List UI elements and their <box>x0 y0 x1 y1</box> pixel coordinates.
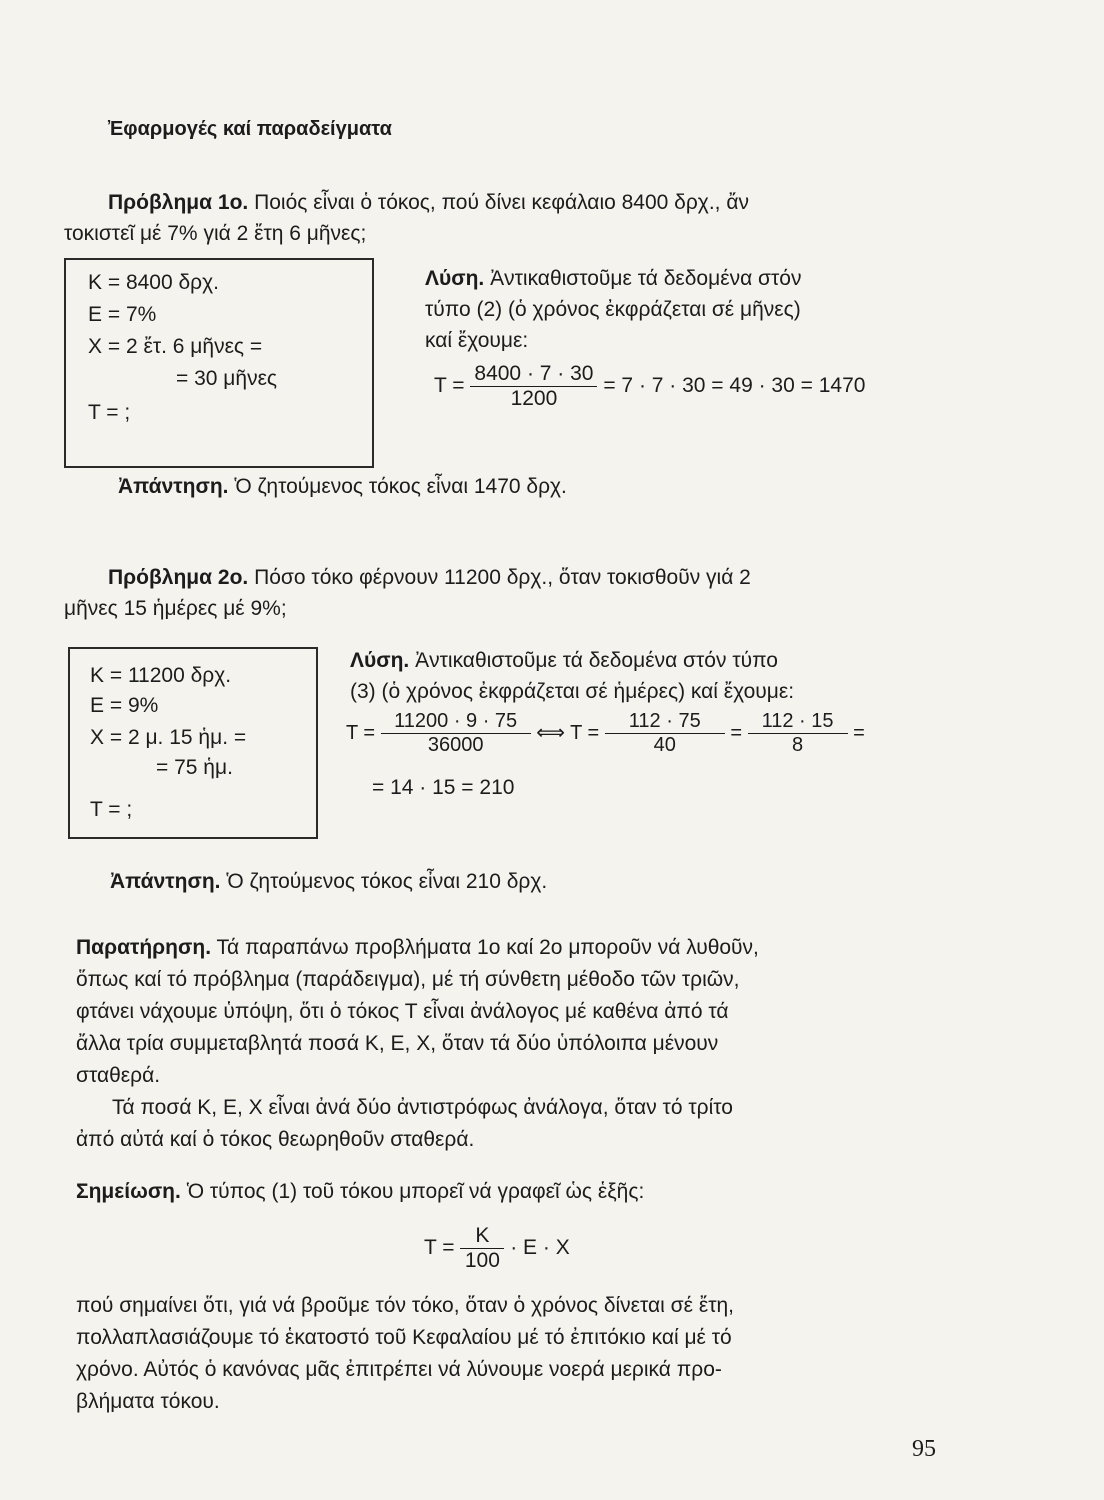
fraction-2-numerator: 112 · 75 <box>605 710 725 734</box>
problem1-text-line1: Ποιός εἶναι ὁ τόκος, πού δίνει κεφάλαιο 8400 δρχ., ἄν <box>248 191 749 214</box>
problem1-solution-line3: καί ἔχουμε: <box>425 329 529 352</box>
formula-mid: Τ = <box>570 721 600 744</box>
page-number: 95 <box>912 1436 936 1462</box>
problem2-answer-text: Ὁ ζητούμενος τόκος εἶναι 210 δρχ. <box>220 870 548 893</box>
formula-lhs: Τ = <box>346 721 376 744</box>
remark-line2: ὅπως καί τό πρόβλημα (παράδειγμα), μέ τή σύνθετη μέθοδο τῶν τριῶν, <box>76 968 740 991</box>
note-formula-fraction <box>460 1224 504 1273</box>
formula-denominator: 1200 <box>510 387 558 410</box>
fraction-3-numerator: 112 · 15 <box>748 710 848 734</box>
problem2-solution-line2: (3) (ὁ χρόνος ἐκφράζεται σέ ἡμέρες) καί ἔχουμε: <box>350 680 795 703</box>
problem1-solution-line2: τύπο (2) (ὁ χρόνος ἐκφράζεται σέ μῆνες) <box>425 298 801 321</box>
remark-line1: Τά παραπάνω προβλήματα 1ο καί 2ο μποροῦν νά λυθοῦν, <box>211 936 759 959</box>
formula-fraction-3 <box>748 710 848 757</box>
given-t: Τ = ; <box>90 798 133 821</box>
given-e: Ε = 7% <box>88 303 157 326</box>
fraction-2-denominator: 40 <box>653 734 676 756</box>
note-line2: πού σημαίνει ὅτι, γιά νά βροῦμε τόν τόκο, ὅταν ὁ χρόνος δίνεται σέ ἔτη, <box>76 1294 735 1317</box>
formula-lhs: Τ = <box>434 374 465 398</box>
note-formula-denominator: 100 <box>464 1249 500 1272</box>
remark-line7: ἀπό αὐτά καί ὁ τόκος θεωρηθοῦν σταθερά. <box>76 1128 475 1151</box>
formula-fraction-1 <box>381 710 531 757</box>
problem2-answer-label: Ἀπάντηση. <box>110 870 221 893</box>
given-x-months: = 30 μῆνες <box>176 367 278 390</box>
problem2-text-line1: Πόσο τόκο φέρνουν 11200 δρχ., ὅταν τοκισθοῦν γιά 2 <box>248 566 751 589</box>
note-body <box>76 1290 956 1418</box>
given-e: Ε = 9% <box>90 694 159 717</box>
remark-label: Παρατήρηση. <box>76 936 212 959</box>
problem1-solution-line1: Ἀντικαθιστοῦμε τά δεδομένα στόν <box>484 267 802 290</box>
note-formula-numerator: Κ <box>460 1224 504 1249</box>
problem2-text-line2: μῆνες 15 ἡμέρες μέ 9%; <box>64 597 287 620</box>
problem1-solution <box>425 263 945 356</box>
equals-sign: = <box>730 721 742 744</box>
given-k: Κ = 11200 δρχ. <box>90 664 232 687</box>
formula-numerator: 8400 · 7 · 30 <box>470 362 597 387</box>
problem2-formula <box>346 710 865 757</box>
given-k: Κ = 8400 δρχ. <box>88 271 219 294</box>
problem2-label: Πρόβλημα 2ο. <box>108 566 249 589</box>
problem1-answer-text: Ὁ ζητούμενος τόκος εἶναι 1470 δρχ. <box>228 475 567 498</box>
fraction-3-denominator: 8 <box>792 734 804 756</box>
problem1-formula <box>434 362 865 411</box>
formula-fraction-2 <box>605 710 725 757</box>
problem1-label: Πρόβλημα 1ο. <box>108 191 249 214</box>
remark <box>76 932 956 1156</box>
remark-line3: φτάνει νάχουμε ὑπόψη, ὅτι ὁ τόκος Τ εἶναι ἀνάλογος μέ καθένα ἀπό τά <box>76 1000 729 1023</box>
note-line5: βλήματα τόκου. <box>76 1390 220 1413</box>
given-x: Χ = 2 ἔτ. 6 μῆνες = <box>88 335 263 358</box>
remark-line6: Τά ποσά Κ, Ε, Χ εἶναι ἀνά δύο ἀντιστρόφως ἀνάλογα, ὅταν τό τρίτο <box>112 1096 733 1119</box>
equals-sign: = <box>853 721 865 744</box>
fraction-1-denominator: 36000 <box>427 734 484 756</box>
formula-rhs: = 7 · 7 · 30 = 49 · 30 = 1470 <box>603 374 866 398</box>
problem1-solution-label: Λύση. <box>425 267 485 290</box>
given-t: Τ = ; <box>88 401 131 424</box>
problem2-given-box <box>68 647 318 839</box>
problem1-answer-label: Ἀπάντηση. <box>118 475 229 498</box>
problem2-formula-line2: = 14 · 15 = 210 <box>372 776 515 799</box>
given-x: Χ = 2 μ. 15 ἡμ. = <box>90 726 247 749</box>
note-line4: χρόνο. Αὐτός ὁ κανόνας μᾶς ἐπιτρέπει νά λύνουμε νοερά μερικά προ- <box>76 1358 722 1381</box>
note-formula <box>424 1224 570 1273</box>
section-heading: Ἐφαρμογές καί παραδείγματα <box>108 118 392 140</box>
remark-line5: σταθερά. <box>76 1064 161 1087</box>
fraction-1-numerator: 11200 · 9 · 75 <box>381 710 531 734</box>
problem1-text-line2: τοκιστεῖ μέ 7% γιά 2 ἔτη 6 μῆνες; <box>64 222 367 245</box>
equivalence-arrow: ⟺ <box>536 721 565 744</box>
problem1-given-box <box>64 258 374 468</box>
note-formula-lhs: Τ = <box>424 1236 455 1260</box>
note-line3: πολλαπλασιάζουμε τό ἑκατοστό τοῦ Κεφαλαίου μέ τό ἐπιτόκιο καί μέ τό <box>76 1326 732 1349</box>
note-line1: Ὁ τύπος (1) τοῦ τόκου μπορεῖ νά γραφεῖ ὡς ἑξῆς: <box>180 1180 645 1203</box>
remark-line4: ἄλλα τρία συμμεταβλητά ποσά Κ, Ε, Χ, ὅταν τά δύο ὑπόλοιπα μένουν <box>76 1032 719 1055</box>
problem1-statement <box>64 187 948 249</box>
note-intro <box>76 1180 644 1204</box>
note-formula-rhs: · Ε · Χ <box>510 1236 570 1260</box>
formula-fraction <box>470 362 597 411</box>
given-x-days: = 75 ἡμ. <box>156 756 233 779</box>
problem2-solution <box>350 645 950 707</box>
problem2-answer <box>110 870 547 894</box>
problem2-solution-line1: Ἀντικαθιστοῦμε τά δεδομένα στόν τύπο <box>409 649 778 672</box>
note-label: Σημείωση. <box>76 1180 181 1203</box>
problem2-statement <box>64 562 948 624</box>
problem1-answer <box>118 475 567 499</box>
problem2-solution-label: Λύση. <box>350 649 410 672</box>
